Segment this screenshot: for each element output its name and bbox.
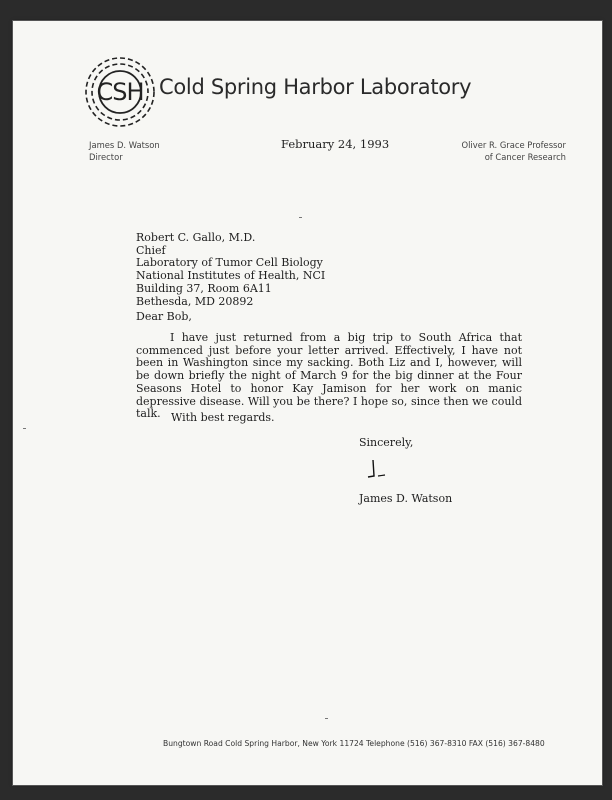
body-paragraph: I have just returned from a big trip to South Africa that commenced just before your letter arrived. Effectively, I have not been in Washington since my sacking. Both Liz and I, however, will be down briefly the night of March 9 for the big dinner at the Four Seasons Hotel to honor Kay Jamison for her work on manic depressive disease. Will you be there? I hope so, since then we could talk. <box>136 331 522 421</box>
logo-text: CSH <box>96 78 144 106</box>
recipient-city: Bethesda, MD 20892 <box>136 294 254 308</box>
csh-logo <box>79 51 161 133</box>
professorship-header <box>462 139 566 163</box>
letter-date: February 24, 1993 <box>281 137 390 151</box>
professorship-line-1: Oliver R. Grace Professor <box>461 140 566 150</box>
recipient-name: Robert C. Gallo, M.D. <box>136 231 256 244</box>
signer-name: James D. Watson <box>359 492 453 505</box>
signature-mark <box>365 458 395 484</box>
salutation: Dear Bob, <box>136 310 192 323</box>
paper-speck <box>23 428 26 429</box>
footer-address: Bungtown Road Cold Spring Harbor, New York 11724 Telephone (516) 367-8310 FAX (516) 367-8480 <box>163 739 545 748</box>
recipient-title: Chief <box>136 243 166 257</box>
closing: Sincerely, <box>359 436 414 449</box>
regards-line: With best regards. <box>171 411 275 424</box>
sender-header <box>89 139 160 163</box>
professorship-line-2: of Cancer Research <box>484 152 566 162</box>
sender-name: James D. Watson <box>89 140 160 150</box>
recipient-department: Laboratory of Tumor Cell Biology <box>136 256 323 270</box>
paper-speck <box>325 718 328 719</box>
letter-page <box>13 21 602 785</box>
letter-body <box>136 332 522 421</box>
sender-title: Director <box>89 152 123 162</box>
recipient-building: Building 37, Room 6A11 <box>136 281 272 295</box>
recipient-institution: National Institutes of Health, NCI <box>136 269 326 283</box>
organization-name: Cold Spring Harbor Laboratory <box>159 75 472 99</box>
recipient-address <box>136 232 325 308</box>
paper-speck <box>299 217 302 218</box>
